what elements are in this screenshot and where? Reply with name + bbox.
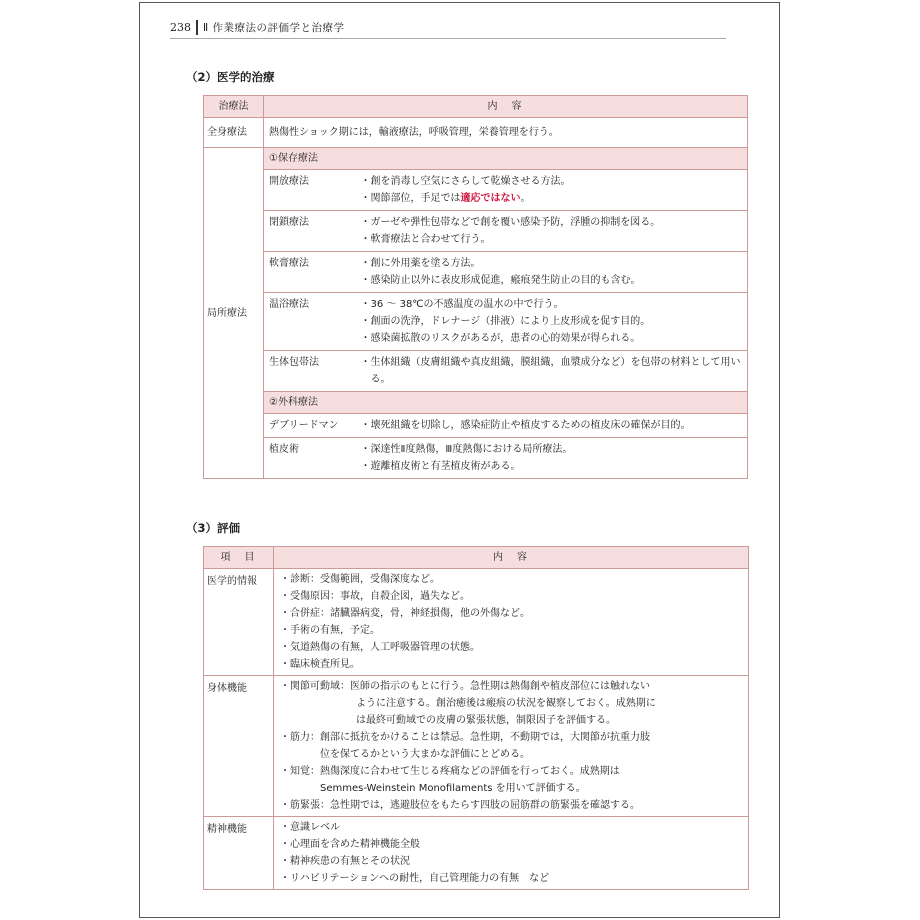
table-row: [204, 817, 749, 890]
method-bath: 温浴療法: [264, 293, 356, 351]
table-row: [204, 676, 749, 817]
list-item: ・筋緊張：急性期では，逃避肢位をもたらす四肢の屈筋群の筋緊張を確認する。: [280, 800, 640, 811]
method-bio-dressing: 生体包帯法: [264, 351, 356, 392]
table-row: [204, 438, 748, 479]
table-row: [204, 170, 748, 211]
method-open: 開放療法: [264, 170, 356, 211]
table-row: [204, 211, 748, 252]
list-item: ・手術の有無，予定。: [280, 625, 380, 636]
header-bar: [196, 20, 198, 35]
table-row: [204, 252, 748, 293]
table-header-row: [204, 547, 749, 569]
method-skin-graft: 植皮術: [264, 438, 356, 479]
col-header-item: 項 目: [204, 547, 274, 569]
medical-info-list: [274, 569, 749, 676]
medical-treatment-table: [203, 95, 748, 479]
evaluation-table: [203, 546, 749, 890]
row-label-local: 局所療法: [204, 148, 264, 479]
list-item: ・気道熱傷の有無，人工呼吸器管理の状態。: [280, 642, 480, 653]
list-item: ・知覚：熱傷深度に合わせて生じる疼痛などの評価を行っておく。成熟期は: [280, 766, 620, 777]
list-item: ・筋力：創部に抵抗をかけることは禁忌。急性期，不動期では，大関節が抗重力肢: [280, 732, 650, 743]
list-item: ・診断：受傷範囲，受傷深度など。: [280, 574, 440, 585]
list-item: ・リハビリテーションへの耐性，自己管理能力の有無 など: [280, 873, 550, 884]
method-open-desc: ・創を消毒し空気にさらして乾燥させる方法。 ・関節部位，手足では適応ではない。: [356, 170, 748, 211]
col-header-content: 内 容: [274, 547, 749, 569]
list-item: ・心理面を含めた精神機能全般: [280, 839, 420, 850]
page-number: 238: [170, 20, 191, 34]
table-header-row: [204, 96, 748, 118]
method-skin-graft-desc: ・深達性Ⅱ度熱傷，Ⅲ度熱傷における局所療法。 ・遊離植皮術と有茎植皮術がある。: [356, 438, 748, 479]
row-label-mental: 精神機能: [204, 817, 274, 890]
subheading-surgical: ②外科療法: [264, 392, 748, 414]
method-closed-desc: ・ガーゼや弾性包帯などで創を覆い感染予防，浮腫の抑制を図る。 ・軟膏療法と合わせて行う。: [356, 211, 748, 252]
method-closed: 閉鎖療法: [264, 211, 356, 252]
col-header-content: 内 容: [264, 96, 748, 118]
col-header-method: 治療法: [204, 96, 264, 118]
row-label-medical-info: 医学的情報: [204, 569, 274, 676]
table-row: [204, 569, 749, 676]
row-label-whole-body: 全身療法: [204, 118, 264, 148]
method-ointment: 軟膏療法: [264, 252, 356, 293]
method-bio-desc: ・生体組織（皮膚組織や真皮組織，膜組織，血漿成分など）を包帯の材料として用いる。: [356, 351, 748, 392]
whole-body-text: 熱傷性ショック期には，輸液療法，呼吸管理，栄養管理を行う。: [264, 118, 748, 148]
table-row: [204, 351, 748, 392]
method-debridement: デブリードマン: [264, 414, 356, 438]
table-row: [204, 118, 748, 148]
list-item: ・意識レベル: [280, 822, 340, 833]
mental-function-list: [274, 817, 749, 890]
list-item: ・受傷原因：事故，自殺企図，過失など。: [280, 591, 470, 602]
method-debridement-desc: ・壊死組織を切除し，感染症防止や植皮するための植皮床の確保が目的。: [356, 414, 748, 438]
book-page: [139, 2, 780, 918]
chapter-title: Ⅱ 作業療法の評価学と治療学: [203, 21, 345, 34]
table-row: [204, 392, 748, 414]
table-row: [204, 293, 748, 351]
method-ointment-desc: ・創に外用薬を塗る方法。 ・感染防止以外に表皮形成促進，瘢痕発生防止の目的も含む。: [356, 252, 748, 293]
running-header: [140, 17, 730, 37]
physical-function-list: ・関節可動域：医師の指示のもとに行う。急性期は熱傷創や植皮部位には触れない ように注意する。創治癒後は瘢痕の状況を観察しておく。成熟期に は最終可動域での皮膚の緊張状態，制限因子を評価する。 ・筋力：創部に抵抗をかけることは禁忌。急性期，不動期では，大関節が抗重力肢 位を保てるかという大まかな評価にとどめる。 ・知覚：熱傷深度に合わせて生じる疼痛などの評価を行っておく。成熟期は Semmes-Weinstein Monofilaments を用いて評価する。 ・筋緊張：急性期では，逃避肢位をもたらす四肢の屈筋群の筋緊張を確認する。: [274, 676, 749, 817]
list-item: ・臨床検査所見。: [280, 659, 360, 670]
section-3-heading: （3）評価: [186, 521, 241, 535]
list-item: ・合併症：諸臓器病変，骨，神経損傷，他の外傷など。: [280, 608, 530, 619]
table-row: [204, 148, 748, 170]
list-item: ・関節可動域：医師の指示のもとに行う。急性期は熱傷創や植皮部位には触れない: [280, 681, 650, 692]
row-label-physical: 身体機能: [204, 676, 274, 817]
section-2-heading: （2）医学的治療: [186, 70, 275, 84]
subheading-conservative: ①保存療法: [264, 148, 748, 170]
method-bath-desc: ・36 ～ 38℃の不感温度の温水の中で行う。 ・創面の洗浄，ドレナージ（排液）により上皮形成を促す目的。 ・感染菌拡散のリスクがあるが，患者の心的効果が得られる。: [356, 293, 748, 351]
list-item: ・精神疾患の有無とその状況: [280, 856, 410, 867]
table-row: [204, 414, 748, 438]
emphasis-not-indicated: 適応ではない: [460, 193, 521, 204]
header-rule: [170, 38, 726, 39]
